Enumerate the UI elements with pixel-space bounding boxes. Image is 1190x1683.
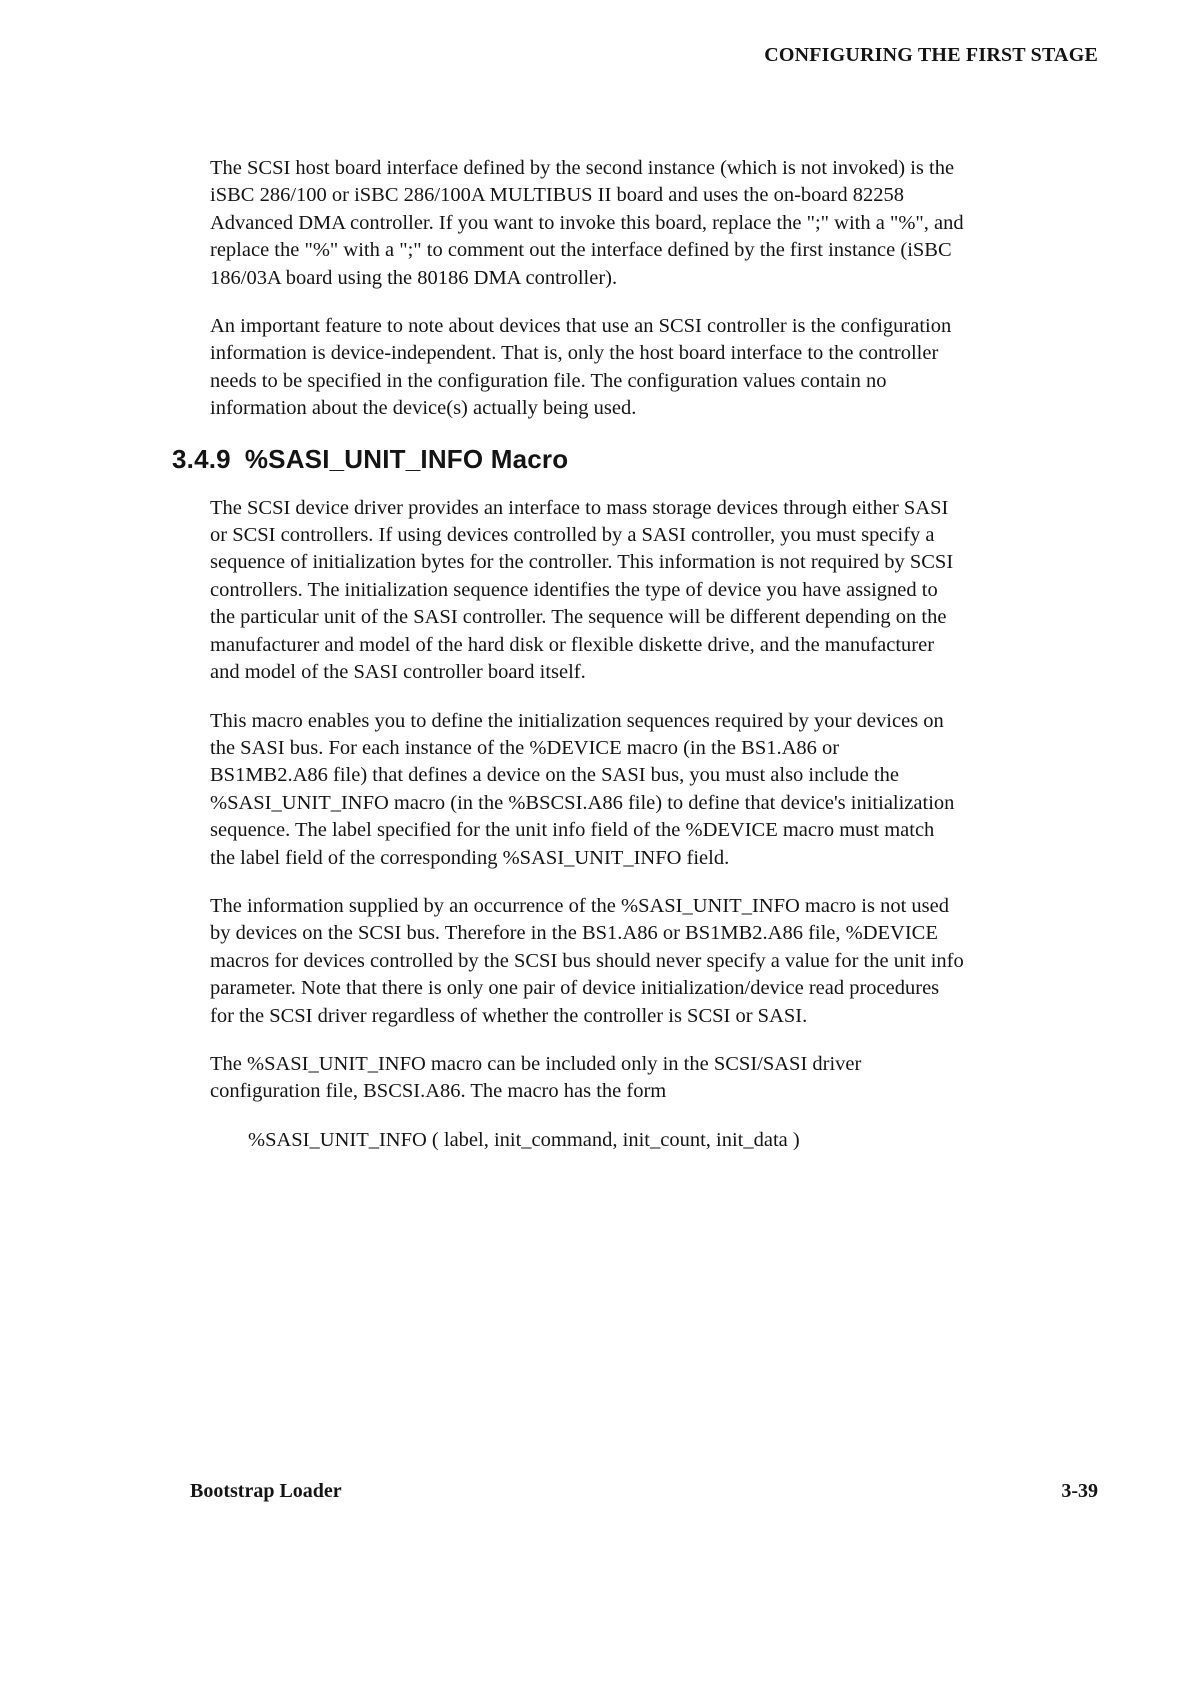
paragraph-device-independent: An important feature to note about devices that use an SCSI controller is the configuration information is device-independent. That is, only the host board interface to the controller needs to be specified in the configuration file. The configuration values contain no information about the device(s) actually being used. [210,315,952,420]
page-number: 3-39 [1061,1480,1098,1502]
paragraph-scsi-bus-usage: The information supplied by an occurrence of the %SASI_UNIT_INFO macro is not used by devices on the SCSI bus. Therefore in the BS1.A86 or BS1MB2.A86 file, %DEVICE macros for devices controlled by the SCSI bus should never specify a value for the unit info parameter. Note that there is only one pair of device initialization/device read procedures for the SCSI driver regardless of whether the controller is SCSI or SASI. [210,894,964,1027]
macro-syntax: %SASI_UNIT_INFO ( label, init_command, init_count, init_data ) [248,1128,800,1151]
paragraph-scsi-second-instance: The SCSI host board interface defined by the second instance (which is not invoked) is the iSBC 286/100 or iSBC 286/100A MULTIBUS II board and uses the on-board 82258 Advanced DMA controller. If you want to invoke this board, replace the ";" with a "%", and replace the "%" with a ";" to comment out the interface defined by the first instance (iSBC 186/03A board using the 80186 DMA controller). [210,157,964,289]
page-body [172,155,1090,1154]
section-number: 3.4.9 [172,443,231,474]
paragraph-macro-purpose: This macro enables you to define the initialization sequences required by your devices on the SASI bus. For each instance of the %DEVICE macro (in the BS1.A86 or BS1MB2.A86 file) that defines a device on the SASI bus, you must also include the %SASI_UNIT_INFO macro (in the %BSCSI.A86 file) to define that device's initialization sequence. The label specified for the unit info field of the %DEVICE macro must match the label field of the corresponding %SASI_UNIT_INFO field. [210,709,955,869]
footer-book-title: Bootstrap Loader [190,1480,342,1502]
section-heading [172,444,1090,475]
paragraph-macro-form: The %SASI_UNIT_INFO macro can be included only in the SCSI/SASI driver configuration file, BSCSI.A86. The macro has the form [210,1052,862,1103]
section-title: %SASI_UNIT_INFO Macro [244,443,569,474]
running-header: CONFIGURING THE FIRST STAGE [764,44,1098,66]
paragraph-driver-interface: The SCSI device driver provides an interface to mass storage devices through either SASI or SCSI controllers. If using devices controlled by a SASI controller, you must specify a sequence of initialization bytes for the controller. This information is not required by SCSI controllers. The initialization sequence identifies the type of device you have assigned to the particular unit of the SASI controller. The sequence will be different depending on the manufacturer and model of the hard disk or flexible diskette drive, and the manufacturer and model of the SASI controller board itself. [210,496,954,684]
